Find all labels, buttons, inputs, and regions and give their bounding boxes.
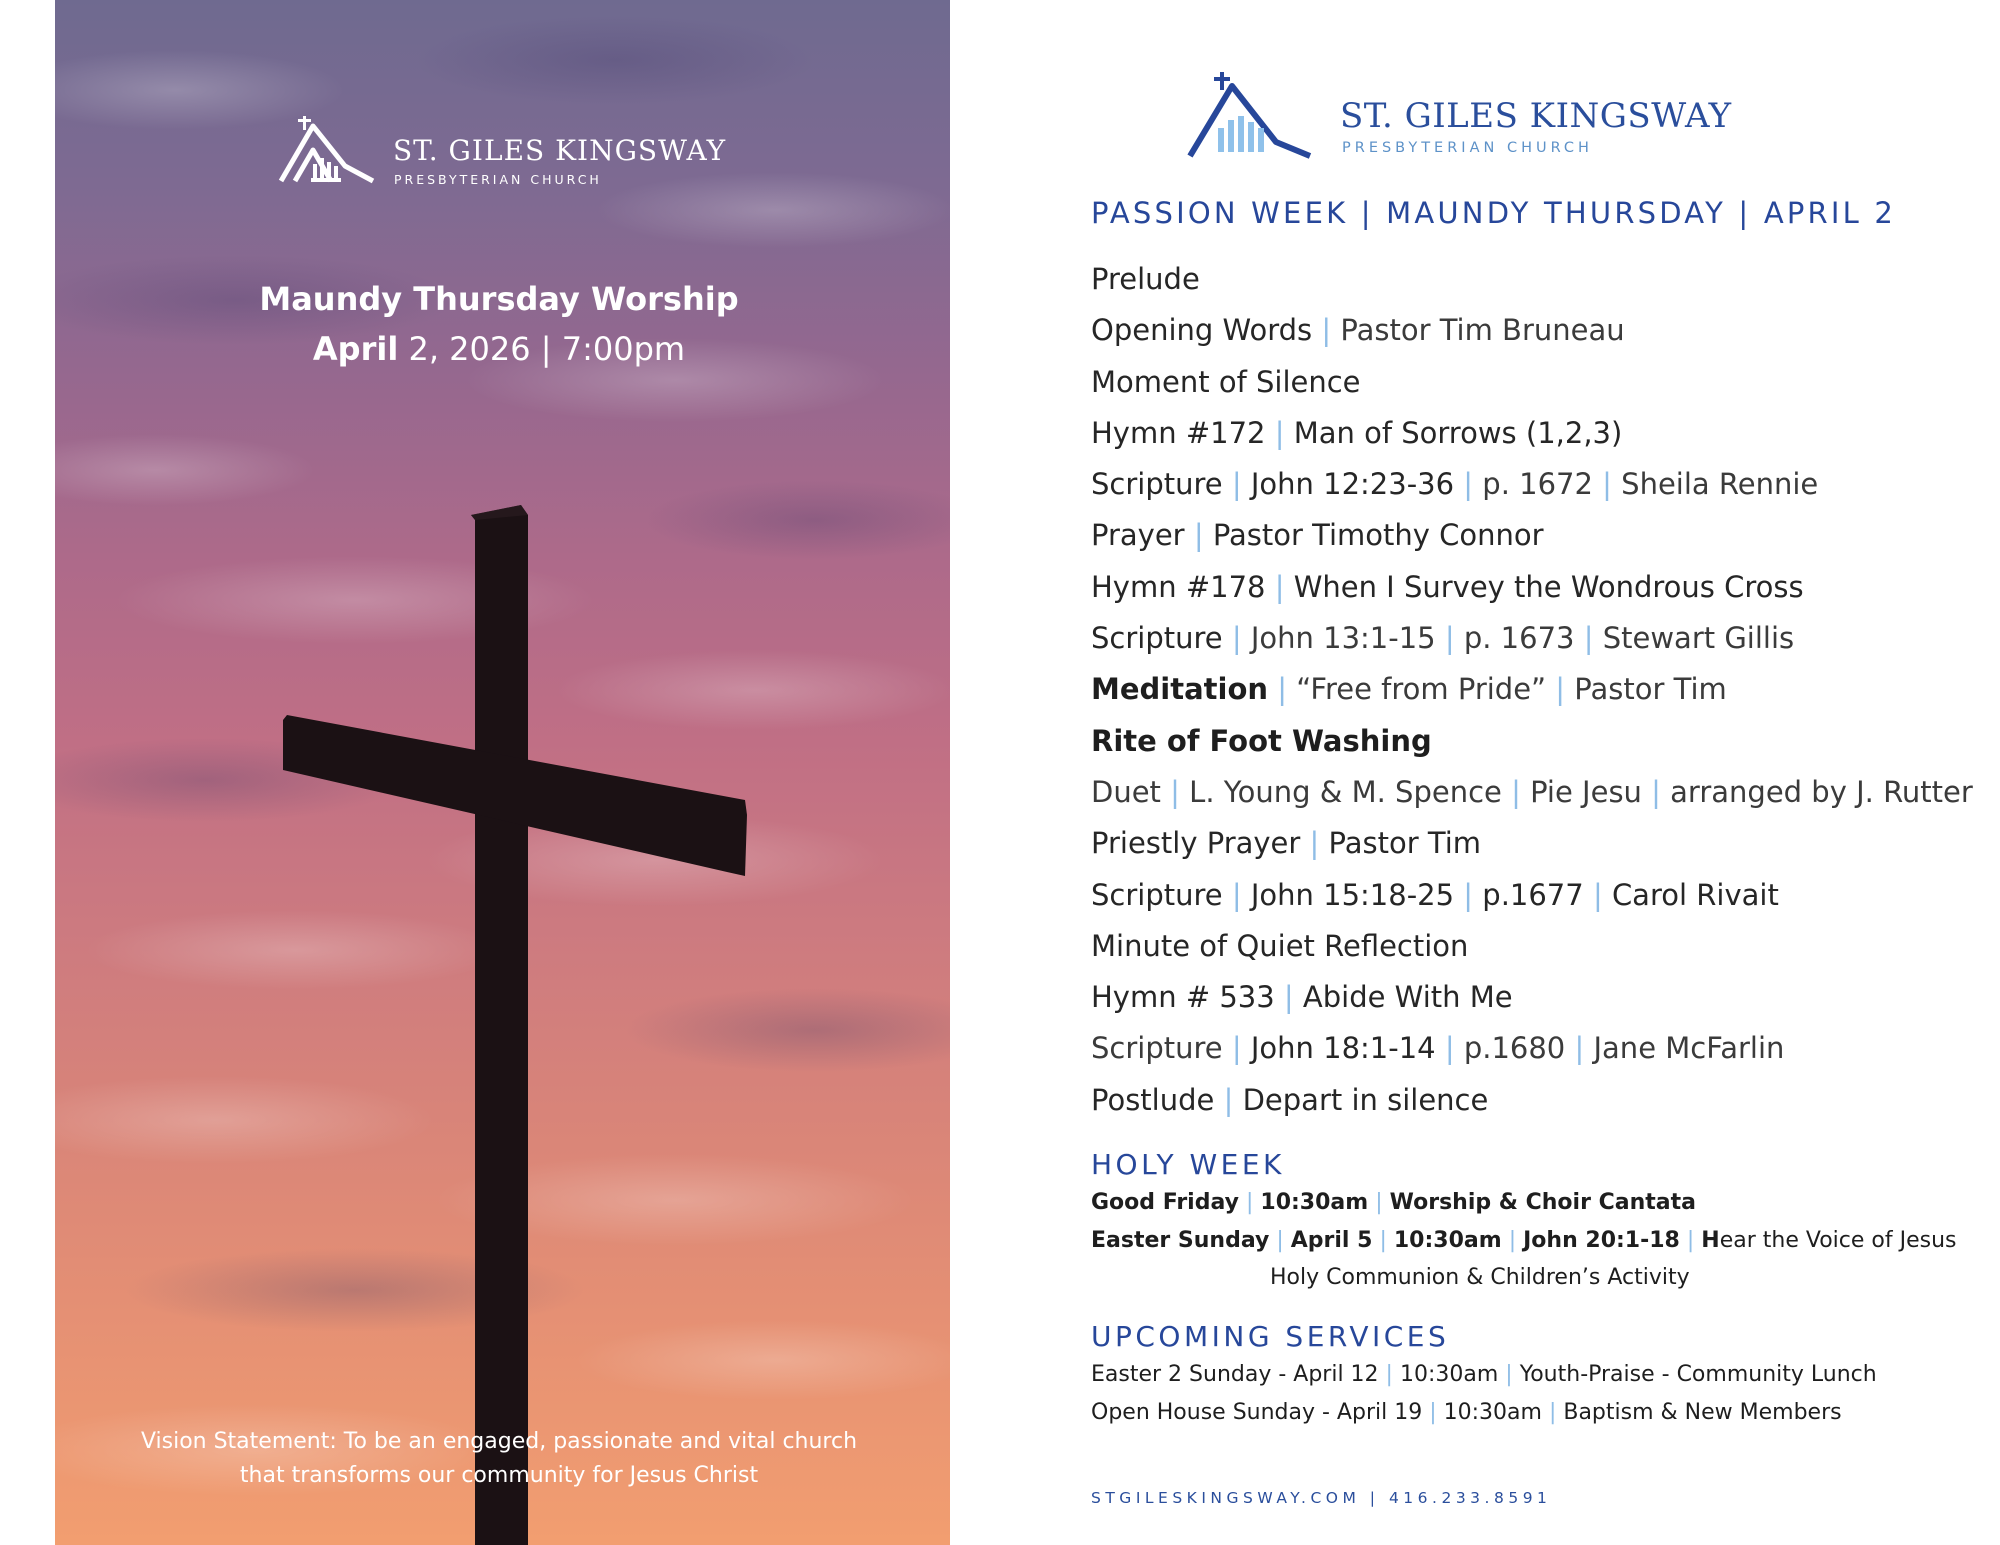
cover-panel xyxy=(55,0,950,1545)
order-item: Duet | L. Young & M. Spence | Pie Jesu | arranged by J. Rutter xyxy=(1091,774,1973,809)
header-logo xyxy=(1180,72,1740,162)
order-item: Postlude | Depart in silence xyxy=(1091,1082,1489,1117)
holy-week-heading: HOLY WEEK xyxy=(1091,1148,1285,1181)
order-of-service xyxy=(1091,258,1991,1130)
cross-silhouette xyxy=(55,0,950,1545)
easter-sunday-details: Holy Communion & Children’s Activity xyxy=(1270,1265,1690,1290)
holy-week-list xyxy=(1091,1188,1991,1301)
header-church-name: ST. GILES KINGSWAY xyxy=(1340,96,1732,136)
order-item: Scripture | John 18:1-14 | p.1680 | Jane McFarlin xyxy=(1091,1031,1785,1066)
order-item: Prayer | Pastor Timothy Connor xyxy=(1091,518,1544,553)
header-church-subtitle: PRESBYTERIAN CHURCH xyxy=(1342,140,1593,156)
order-item: Scripture | John 13:1-15 | p. 1673 | Stewart Gillis xyxy=(1091,621,1795,656)
order-item: Hymn #172 | Man of Sorrows (1,2,3) xyxy=(1091,415,1623,450)
cover-church-subtitle: PRESBYTERIAN CHURCH xyxy=(394,172,602,187)
service-title: Maundy Thursday Worship xyxy=(259,280,739,318)
vision-statement xyxy=(55,1425,943,1493)
easter-sunday-row: Easter Sunday | April 5 | 10:30am | John 20:1-18 | Hear the Voice of Jesus xyxy=(1091,1227,1957,1253)
order-item: Hymn #178 | When I Survey the Wondrous Cross xyxy=(1091,569,1804,604)
vision-line-1: Vision Statement: To be an engaged, passionate and vital church xyxy=(140,1429,858,1454)
upcoming-services-heading: UPCOMING SERVICES xyxy=(1091,1320,1450,1353)
upcoming-service: Open House Sunday - April 19 | 10:30am | Baptism & New Members xyxy=(1091,1399,1842,1425)
order-item: Prelude xyxy=(1091,262,1200,296)
upcoming-services-list xyxy=(1091,1360,1991,1435)
order-item: Priestly Prayer | Pastor Tim xyxy=(1091,826,1481,861)
order-item: Opening Words | Pastor Tim Bruneau xyxy=(1091,313,1625,348)
good-friday-row: Good Friday | 10:30am | Worship & Choir Cantata xyxy=(1091,1190,1696,1215)
vision-line-2: that transforms our community for Jesus Christ xyxy=(239,1463,759,1488)
order-item: Meditation | “Free from Pride” | Pastor Tim xyxy=(1091,672,1727,707)
order-item: Minute of Quiet Reflection xyxy=(1091,928,1469,963)
church-logo-icon xyxy=(1180,72,1330,162)
contact-footer: STGILESKINGSWAY.COM | 416.233.8591 xyxy=(1091,1489,1552,1507)
order-item: Moment of Silence xyxy=(1091,364,1361,399)
order-item: Scripture | John 15:18-25 | p.1677 | Carol Rivait xyxy=(1091,877,1779,912)
cover-church-name: ST. GILES KINGSWAY xyxy=(393,134,727,167)
service-month: April xyxy=(312,330,399,368)
passion-week-heading: PASSION WEEK | MAUNDY THURSDAY | APRIL 2 xyxy=(1091,196,1897,230)
order-item: Rite of Foot Washing xyxy=(1091,723,1432,758)
service-time: | 7:00pm xyxy=(540,330,686,368)
service-day-year: 2, 2026 xyxy=(408,330,531,368)
upcoming-service: Easter 2 Sunday - April 12 | 10:30am | Youth-Praise - Community Lunch xyxy=(1091,1362,1877,1387)
order-item: Scripture | John 12:23-36 | p. 1672 | Sheila Rennie xyxy=(1091,467,1819,502)
order-item: Hymn # 533 | Abide With Me xyxy=(1091,980,1513,1015)
